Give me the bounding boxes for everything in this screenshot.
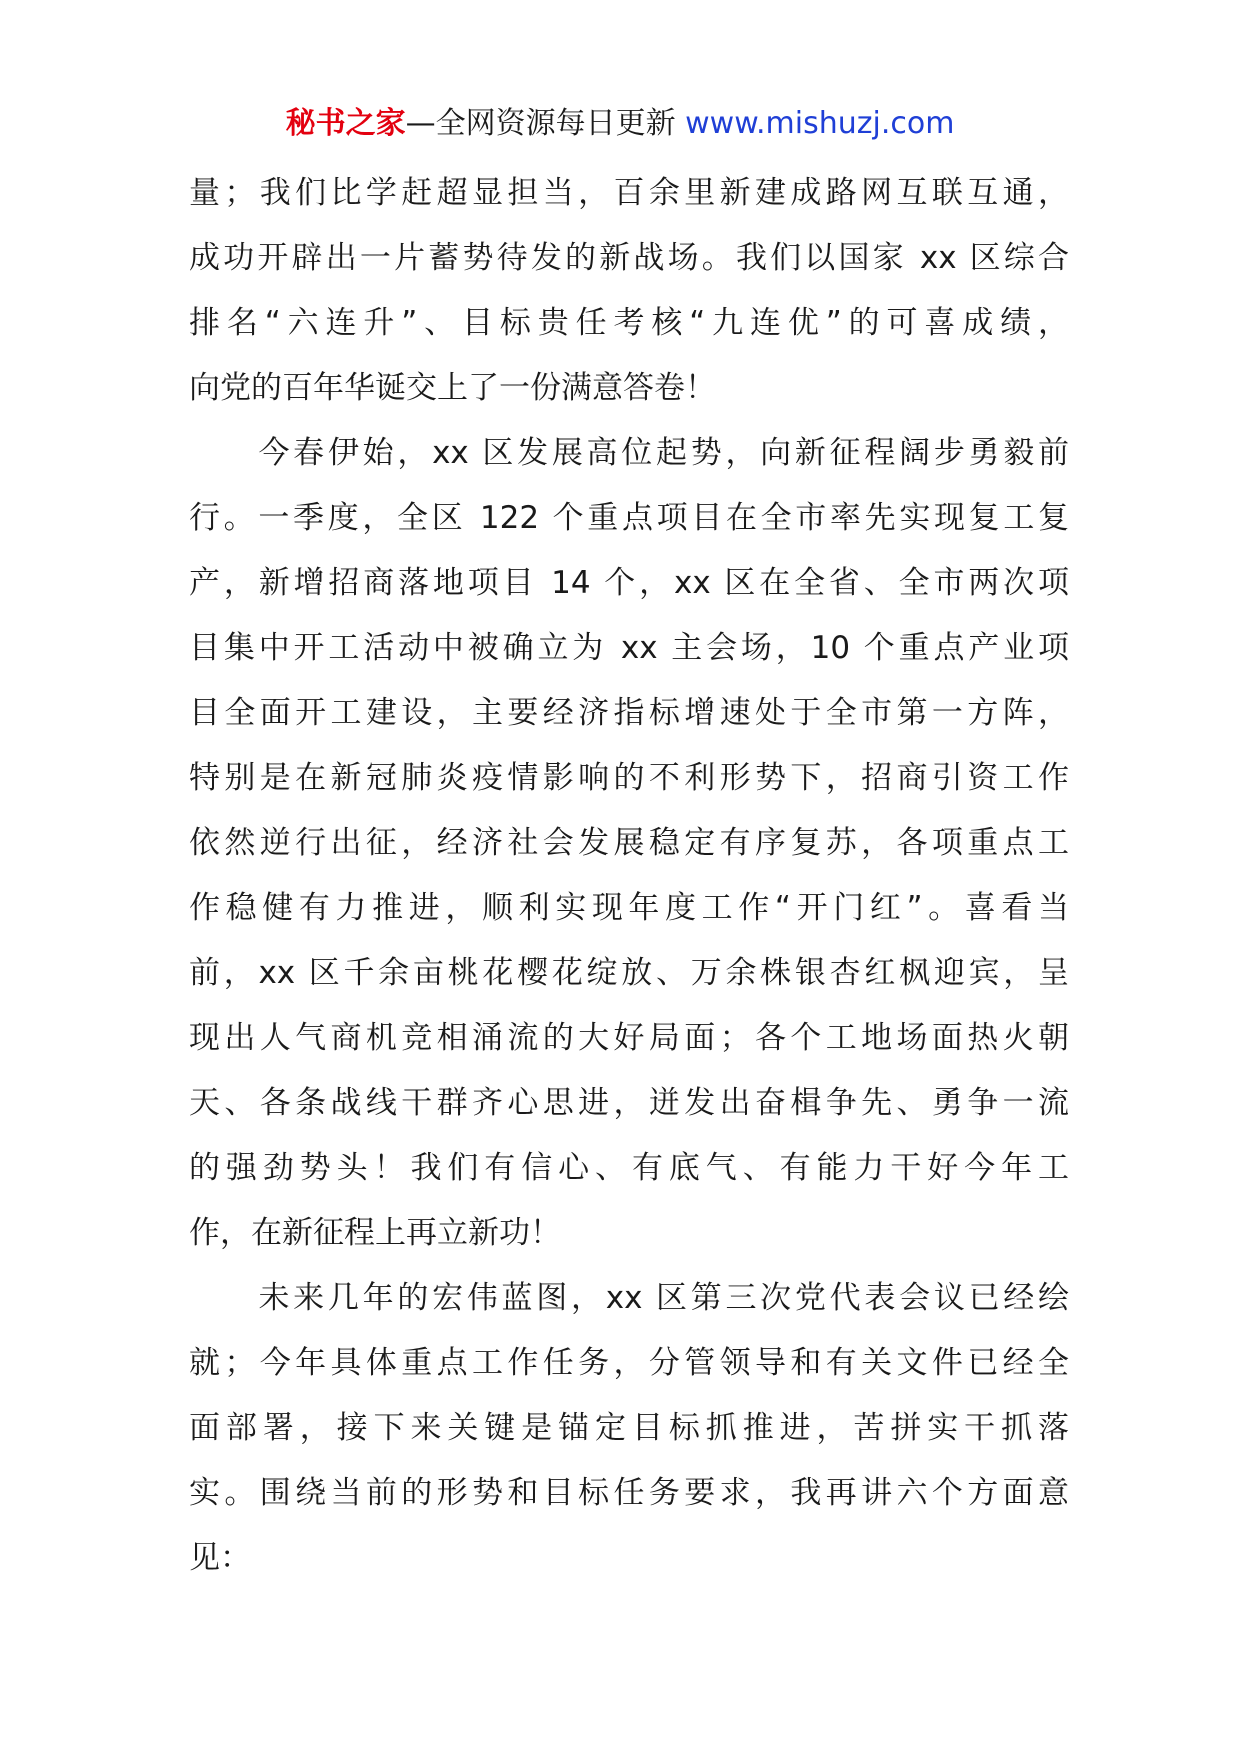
header-tagline: —全网资源每日更新 — [405, 106, 686, 141]
body-line: 产，新增招商落地项目 14 个，xx 区在全省、全市两次项 — [189, 565, 1069, 601]
body-line: 就；今年具体重点工作任务，分管领导和有关文件已经全 — [189, 1345, 1069, 1381]
header-brand: 秘书之家 — [285, 106, 406, 141]
body-line: 现出人气商机竞相涌流的大好局面；各个工地场面热火朝 — [189, 1020, 1069, 1056]
body-line-paragraph-start: 未来几年的宏伟蓝图，xx 区第三次党代表会议已经绘 — [189, 1280, 1069, 1316]
document-body — [189, 161, 1069, 1591]
body-line: 天、各条战线干群齐心思进，迸发出奋楫争先、勇争一流 — [189, 1085, 1069, 1121]
body-line: 成功开辟出一片蓄势待发的新战场。我们以国家 xx 区综合 — [189, 240, 1069, 276]
body-line: 前，xx 区千余亩桃花樱花绽放、万余株银杏红枫迎宾，呈 — [189, 955, 1069, 991]
body-line: 特别是在新冠肺炎疫情影响的不利形势下，招商引资工作 — [189, 760, 1069, 796]
body-line: 面部署，接下来关键是锚定目标抓推进，苦拼实干抓落 — [189, 1410, 1069, 1446]
body-line: 排名“六连升”、目标贵任考核“九连优”的可喜成绩， — [189, 305, 1069, 341]
body-line: 量；我们比学赶超显担当，百余里新建成路网互联互通， — [189, 175, 1069, 211]
body-line: 实。围绕当前的形势和目标任务要求，我再讲六个方面意 — [189, 1475, 1069, 1511]
body-line: 行。一季度，全区 122 个重点项目在全市率先实现复工复 — [189, 500, 1069, 536]
header-url-link[interactable]: www.mishuzj.com — [685, 106, 955, 141]
body-line: 目集中开工活动中被确立为 xx 主会场，10 个重点产业项 — [189, 630, 1069, 666]
body-line: 的强劲势头！我们有信心、有底气、有能力干好今年工 — [189, 1150, 1069, 1186]
body-line: 依然逆行出征，经济社会发展稳定有序复苏，各项重点工 — [189, 825, 1069, 861]
body-line: 作稳健有力推进，顺利实现年度工作“开门红”。喜看当 — [189, 890, 1069, 926]
body-line-paragraph-end: 作，在新征程上再立新功！ — [189, 1215, 561, 1251]
body-line-paragraph-start: 今春伊始，xx 区发展高位起势，向新征程阔步勇毅前 — [189, 435, 1069, 471]
body-line: 目全面开工建设，主要经济指标增速处于全市第一方阵， — [189, 695, 1069, 731]
body-line-paragraph-end: 见： — [189, 1540, 251, 1576]
page-header — [0, 104, 1240, 144]
body-line-paragraph-end: 向党的百年华诞交上了一份满意答卷！ — [189, 370, 716, 406]
